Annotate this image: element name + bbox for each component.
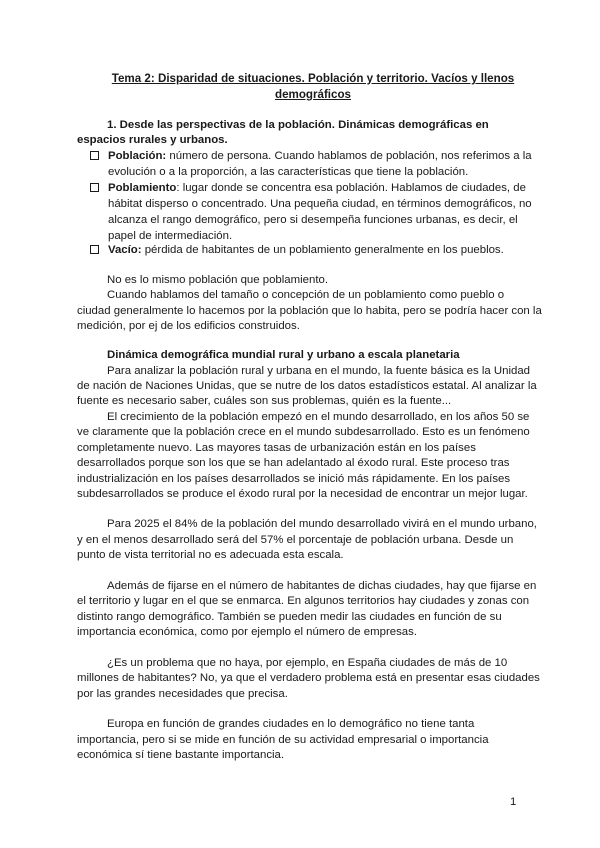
- bullet-item: [108, 148, 532, 164]
- section-heading: 1. Desde las perspectivas de la población. Dinámicas demográficas en: [107, 119, 489, 131]
- paragraph-line: y en el menos desarrollado será del 57% el porcentaje de población urbana. Desde un: [77, 534, 514, 546]
- paragraph-line: por las grandes necesidades que precisa.: [77, 688, 288, 700]
- checkbox-bullet-icon: [90, 180, 99, 196]
- paragraph-line: ciudad generalmente lo hacemos por la población que lo habita, pero se podría hacer con la: [77, 305, 542, 317]
- title-line-2: demográficos: [274, 88, 352, 101]
- bullet-item: [108, 242, 504, 258]
- paragraph-line: Europa en función de grandes ciudades en lo demográfico no tiene tanta: [107, 718, 475, 730]
- bullet-item: [108, 180, 526, 196]
- paragraph-line: punto de vista territorial no es adecuada esta escala.: [77, 549, 344, 561]
- bullet-text: papel de intermediación.: [108, 230, 233, 242]
- paragraph-line: medición, por ej de los edificios construidos.: [77, 320, 300, 332]
- paragraph-line: distinto rango demográfico. También se pueden medir las ciudades en función de su: [77, 611, 502, 623]
- document-title: [80, 71, 546, 103]
- paragraph-line: ve claramente que la población crece en el mundo subdesarrollado. Esto es un fenómeno: [77, 426, 530, 438]
- bullet-text: evolución o a la proporción, a las características que tiene la población.: [108, 166, 469, 178]
- bullet-text: alcanza el rango demográfico, pero si desempeña funciones urbanas, es decir, el: [108, 214, 518, 226]
- bullet-text: : lugar donde se concentra esa población. Hablamos de ciudades, de: [176, 182, 526, 194]
- checkbox-bullet-icon: [90, 148, 99, 164]
- page-number: 1: [510, 796, 517, 808]
- paragraph-line: fuente es necesario saber, cuáles son sus problemas, quién es la fuente...: [77, 395, 452, 407]
- paragraph-line: Para 2025 el 84% de la población del mundo desarrollado vivirá en el mundo urbano,: [107, 518, 537, 530]
- paragraph-line: desarrollados porque son los que se han adelantado al éxodo rural. Este proceso tras: [77, 457, 510, 469]
- paragraph-line: importancia, pero si se mide en función de su actividad empresarial o importancia: [77, 734, 489, 746]
- paragraph-line: El crecimiento de la población empezó en el mundo desarrollado, en los años 50 se: [107, 411, 530, 423]
- paragraph-line: No es lo mismo población que poblamiento.: [107, 274, 328, 286]
- subsection-heading: Dinámica demográfica mundial rural y urbano a escala planetaria: [107, 349, 460, 361]
- bullet-term: Vacío:: [108, 244, 142, 256]
- paragraph-line: el territorio y lugar en el que se enmarca. En algunos territorios hay ciudades y zonas con: [77, 595, 530, 607]
- paragraph-line: industrialización en los países desarrollados se inició más rápidamente. En los países: [77, 473, 511, 485]
- paragraph-line: Además de fijarse en el número de habitantes de dichas ciudades, hay que fijarse en: [107, 580, 537, 592]
- paragraph-line: económica sí tiene bastante importancia.: [77, 749, 285, 761]
- paragraph-line: millones de habitantes? No, ya que el verdadero problema está en presentar esas ciudades: [77, 672, 540, 684]
- paragraph-line: importancia económica, como por ejemplo el número de empresas.: [77, 626, 417, 638]
- paragraph-line: subdesarrollados se produce el éxodo rural por la necesidad de encontrar un mejor lugar.: [77, 488, 528, 500]
- bullet-term: Poblamiento: [108, 182, 177, 194]
- section-heading-cont: espacios rurales y urbanos.: [77, 134, 228, 146]
- paragraph-line: ¿Es un problema que no haya, por ejemplo, en España ciudades de más de 10: [107, 657, 508, 669]
- checkbox-bullet-icon: [90, 242, 99, 258]
- paragraph-line: Para analizar la población rural y urbana en el mundo, la fuente básica es la Unidad: [107, 365, 530, 377]
- paragraph-line: Cuando hablamos del tamaño o concepción de un poblamiento como pueblo o: [107, 289, 505, 301]
- bullet-term: Población:: [108, 150, 167, 162]
- bullet-text: pérdida de habitantes de un poblamiento generalmente en los pueblos.: [141, 244, 504, 256]
- bullet-text: número de persona. Cuando hablamos de población, nos referimos a la: [166, 150, 532, 162]
- title-line-1: Tema 2: Disparidad de situaciones. Población y territorio. Vacíos y llenos: [111, 72, 515, 85]
- bullet-text: hábitat disperso o concentrado. Una pequeña ciudad, en términos demográficos, no: [108, 198, 532, 210]
- paragraph-line: de nación de Naciones Unidas, que se nutre de los datos estadísticos estatal. Al analizar la: [77, 380, 537, 392]
- paragraph-line: completamente nuevo. Las mayores tasas de urbanización están en los países: [77, 442, 476, 454]
